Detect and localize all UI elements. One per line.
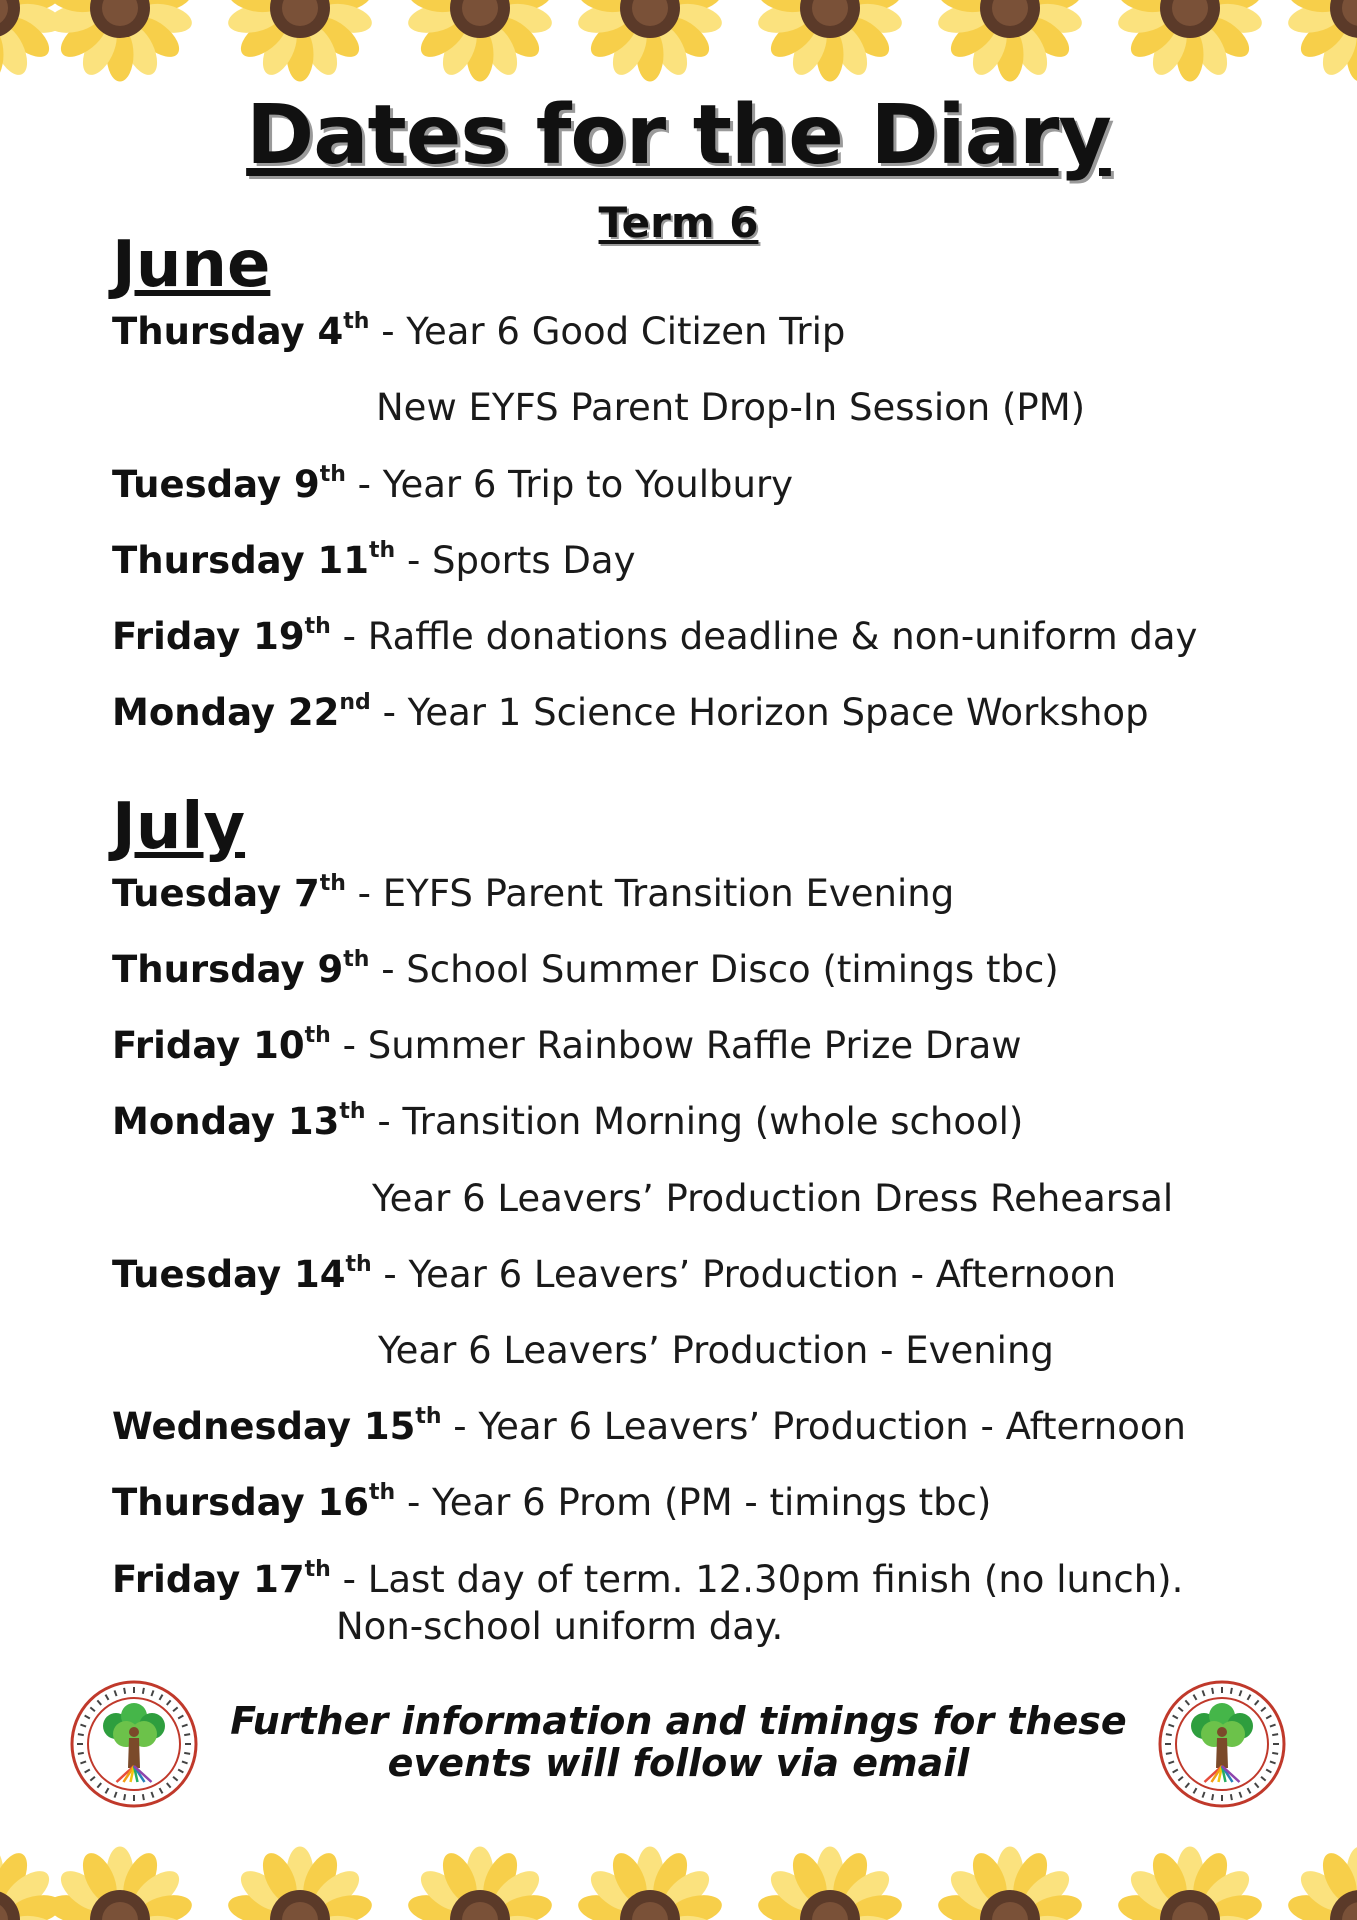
day-suffix: th bbox=[304, 1023, 331, 1048]
sunflower-icon bbox=[45, 1845, 195, 1920]
event-text: - Year 6 Leavers’ Production - Afternoon bbox=[441, 1405, 1186, 1448]
sunflower bbox=[1285, 1845, 1357, 1920]
page-title: Dates for the Diary bbox=[246, 88, 1111, 183]
list-item bbox=[112, 310, 845, 353]
event-day: Friday 10 bbox=[112, 1024, 305, 1067]
event-text: - Year 1 Science Horizon Space Workshop bbox=[370, 691, 1149, 734]
list-item bbox=[112, 463, 793, 506]
footer-note bbox=[0, 1700, 1357, 1784]
list-item bbox=[112, 1100, 1023, 1143]
month-heading-july: July bbox=[112, 790, 246, 864]
event-day: Tuesday 7 bbox=[112, 872, 320, 915]
event-day: Tuesday 9 bbox=[112, 463, 320, 506]
list-item bbox=[112, 1481, 991, 1524]
sunflower-icon bbox=[935, 1845, 1085, 1920]
event-text: - Sports Day bbox=[395, 539, 636, 582]
event-text: - School Summer Disco (timings tbc) bbox=[369, 948, 1059, 991]
footer-line-1: Further information and timings for these bbox=[230, 1699, 1127, 1743]
sunflower bbox=[935, 1845, 1085, 1920]
event-day: Monday 22 bbox=[112, 691, 340, 734]
sunflower-icon bbox=[755, 0, 905, 83]
sunflower-icon bbox=[225, 0, 375, 83]
sunflower-icon bbox=[1285, 0, 1357, 83]
sunflower-icon bbox=[405, 0, 555, 83]
sunflower-icon bbox=[1285, 1845, 1357, 1920]
day-suffix: th bbox=[343, 309, 370, 334]
sunflower-icon bbox=[225, 1845, 375, 1920]
event-text: - Year 6 Good Citizen Trip bbox=[369, 310, 846, 353]
day-suffix: th bbox=[304, 1557, 331, 1582]
event-text: - Year 6 Prom (PM - timings tbc) bbox=[395, 1481, 992, 1524]
list-item bbox=[112, 1558, 1183, 1601]
sunflower-icon bbox=[575, 1845, 725, 1920]
month-heading-june: June bbox=[112, 228, 271, 302]
list-item bbox=[112, 1024, 1022, 1067]
sunflower bbox=[755, 0, 905, 87]
event-day: Thursday 11 bbox=[112, 539, 369, 582]
event-continuation: Year 6 Leavers’ Production Dress Rehearsal bbox=[372, 1177, 1174, 1220]
list-item bbox=[112, 948, 1059, 991]
event-continuation: Year 6 Leavers’ Production - Evening bbox=[378, 1329, 1054, 1372]
day-suffix: nd bbox=[339, 690, 371, 715]
event-text: - Raffle donations deadline & non-uniform day bbox=[330, 615, 1198, 658]
sunflower bbox=[225, 1845, 375, 1920]
list-item bbox=[112, 1253, 1116, 1296]
list-item bbox=[112, 615, 1197, 658]
sunflower-icon bbox=[935, 0, 1085, 83]
sunflower bbox=[405, 1845, 555, 1920]
event-text: - EYFS Parent Transition Evening bbox=[345, 872, 955, 915]
event-continuation: New EYFS Parent Drop-In Session (PM) bbox=[376, 386, 1086, 429]
sunflower bbox=[45, 1845, 195, 1920]
day-suffix: th bbox=[343, 947, 370, 972]
sunflower-icon bbox=[755, 1845, 905, 1920]
sunflower bbox=[1115, 1845, 1265, 1920]
event-day: Thursday 9 bbox=[112, 948, 344, 991]
sunflower-icon bbox=[45, 0, 195, 83]
day-suffix: th bbox=[369, 538, 396, 563]
sunflower bbox=[935, 0, 1085, 87]
sunflower-icon bbox=[1115, 1845, 1265, 1920]
sunflower-icon bbox=[575, 0, 725, 83]
sunflower bbox=[45, 0, 195, 87]
day-suffix: th bbox=[339, 1099, 366, 1124]
day-suffix: th bbox=[304, 614, 331, 639]
day-suffix: th bbox=[369, 1480, 396, 1505]
event-text: - Last day of term. 12.30pm finish (no lunch). bbox=[330, 1558, 1184, 1601]
day-suffix: th bbox=[345, 1252, 372, 1277]
sunflower-icon bbox=[405, 1845, 555, 1920]
bottom-sunflower-border bbox=[0, 1810, 1357, 1920]
event-text: - Summer Rainbow Raffle Prize Draw bbox=[330, 1024, 1022, 1067]
event-day: Tuesday 14 bbox=[112, 1253, 346, 1296]
sunflower bbox=[575, 1845, 725, 1920]
day-suffix: th bbox=[319, 462, 346, 487]
sunflower bbox=[405, 0, 555, 87]
sunflower-icon bbox=[1115, 0, 1265, 83]
sunflower bbox=[1285, 0, 1357, 87]
event-day: Friday 17 bbox=[112, 1558, 305, 1601]
event-day: Thursday 4 bbox=[112, 310, 344, 353]
sunflower bbox=[225, 0, 375, 87]
list-item bbox=[112, 1405, 1186, 1448]
event-text: - Year 6 Trip to Youlbury bbox=[345, 463, 794, 506]
list-item bbox=[112, 872, 954, 915]
event-day: Friday 19 bbox=[112, 615, 305, 658]
event-day: Thursday 16 bbox=[112, 1481, 369, 1524]
sunflower bbox=[575, 0, 725, 87]
day-suffix: th bbox=[415, 1404, 442, 1429]
day-suffix: th bbox=[319, 871, 346, 896]
event-day: Wednesday 15 bbox=[112, 1405, 416, 1448]
event-text: - Transition Morning (whole school) bbox=[365, 1100, 1024, 1143]
event-day: Monday 13 bbox=[112, 1100, 340, 1143]
event-continuation: Non-school uniform day. bbox=[336, 1605, 784, 1648]
sunflower bbox=[755, 1845, 905, 1920]
list-item bbox=[112, 691, 1149, 734]
event-text: - Year 6 Leavers’ Production - Afternoon bbox=[371, 1253, 1117, 1296]
list-item bbox=[112, 539, 636, 582]
sunflower bbox=[1115, 0, 1265, 87]
footer-line-2: events will follow via email bbox=[387, 1741, 970, 1785]
page-subtitle: Term 6 bbox=[598, 198, 759, 247]
